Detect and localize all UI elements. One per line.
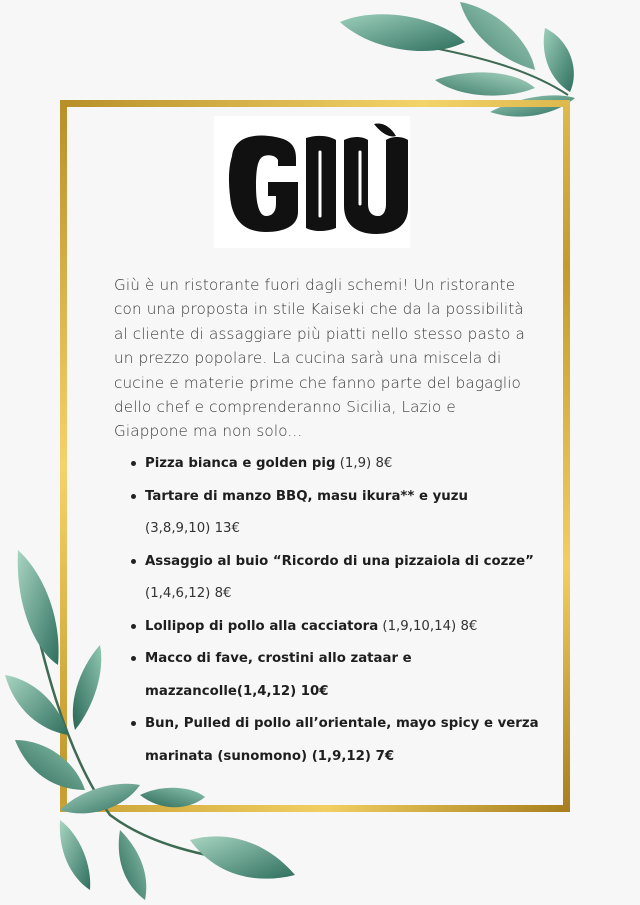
menu-item-details: (3,8,9,10) 13€ [145, 521, 240, 536]
menu-item-name: Macco di fave, crostini allo zataar e mazzancolle(1,4,12) 10€ [145, 651, 412, 699]
menu-item-name: Tartare di manzo BBQ, masu ikura** e yuzu [145, 488, 468, 504]
menu-item-details: (1,9,10,14) 8€ [378, 618, 478, 634]
restaurant-logo [214, 116, 410, 248]
logo-mark [214, 116, 410, 248]
bottom-left-leaves-decoration [0, 545, 300, 905]
menu-item-name: Pizza bianca e golden pig [145, 456, 336, 471]
menu-item-details: (1,9) 8€ [335, 456, 393, 471]
menu-item-name: Lollipop di pollo alla cacciatora [145, 618, 379, 634]
menu-item [128, 481, 548, 546]
menu-item-name: Bun, Pulled di pollo all’orientale, mayo spicy e verza marinata (sunomono) (1,9,12) 7€ [145, 716, 539, 764]
menu-item [128, 448, 548, 481]
intro-paragraph: Giù è un ristorante fuori dagli schemi! Un ristorante con una proposta in stile Kaiseki che da la possibilità al cliente di assaggiare più piatti nello stesso pasto a un prezzo popolare. La cucina sarà una miscela di cucine e materie prime che fanno parte del bagaglio dello chef e comprenderanno Sicilia, Lazio e Giappone ma non solo... [114, 276, 525, 441]
menu-item-details: (1,4,6,12) 8€ [145, 586, 232, 601]
menu-item-name: Assaggio al buio “Ricordo di una pizzaiola di cozze” [145, 553, 534, 569]
